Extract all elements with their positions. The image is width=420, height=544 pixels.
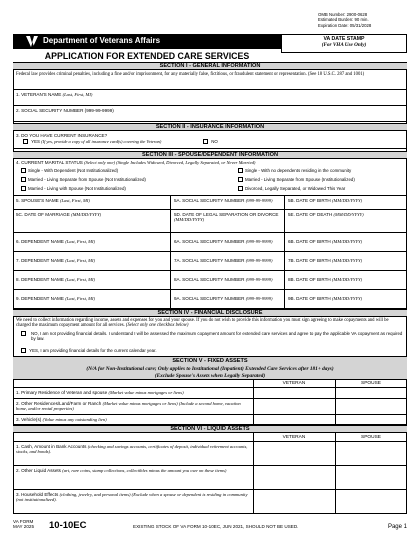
insurance-row — [13, 131, 407, 149]
dependent-dob-hint: (MM/DD/YYYY) — [332, 296, 363, 301]
spouse-dob-hint: (MM/DD/YYYY) — [332, 198, 363, 203]
spouse-ssn-label: 5A. SOCIAL SECURITY NUMBER — [174, 198, 245, 203]
expiration-date: Expiration Date: 05/31/2028 — [318, 22, 372, 28]
status-married-separate-inst-checkbox[interactable] — [238, 177, 243, 182]
veteran-name-field[interactable] — [13, 90, 407, 106]
status-right-1: Married - Living Separate from Spouse (Institutionalized) — [245, 177, 355, 182]
dependent-row — [13, 290, 407, 309]
liquid-spouse-amount[interactable] — [336, 442, 407, 465]
section-5-header — [13, 356, 407, 380]
liquid-spouse-amount[interactable] — [336, 466, 407, 489]
spouse-name-field[interactable] — [13, 196, 171, 209]
dependent-dob-field[interactable] — [285, 252, 407, 270]
va-date-stamp-box — [281, 34, 407, 53]
disclosure-yes-label: YES, I am providing financial details for the current calendar year. — [29, 348, 157, 353]
status-left-2: Married - Living with Spouse (Not Institutionalized) — [28, 186, 126, 191]
dependent-ssn-field[interactable] — [171, 290, 285, 308]
separation-date-hint: (MM/DD/YYYY) — [174, 217, 205, 223]
stamp-subtitle: (For VHA Use Only) — [321, 42, 367, 48]
veteran-ssn-label: 2. SOCIAL SECURITY NUMBER (999-99-9999) — [16, 108, 114, 113]
section-1-header: SECTION I - GENERAL INFORMATION — [13, 62, 407, 70]
liquid-asset-hint: (checking and savings accounts, certificates of deposit, individual retirement accounts, stocks, and bonds). — [16, 444, 248, 455]
dependent-name-label: 6. DEPENDENT NAME — [16, 239, 64, 244]
dependent-ssn-label: 7A. SOCIAL SECURITY NUMBER — [174, 258, 245, 263]
omb-number: OMB Number: 2900-0628 — [318, 12, 368, 17]
fixed-asset-row — [13, 399, 407, 415]
omb-info — [318, 12, 371, 28]
liquid-asset-label: 2. Other Liquid Assets — [16, 468, 61, 473]
liquid-asset-row — [13, 442, 407, 466]
dependent-name-hint: (Last, First, MI) — [65, 258, 96, 263]
fixed-asset-row — [13, 388, 407, 399]
va-logo-icon — [25, 35, 39, 48]
dependent-dob-label: 9B. DATE OF BIRTH — [288, 296, 331, 301]
spouse-dob-label: 5B. DATE OF BIRTH — [288, 198, 331, 203]
disclosure-intro-hint: (Select only one checkbox below) — [125, 323, 189, 329]
insurance-no-label: NO — [211, 139, 218, 144]
status-married-with-spouse-checkbox[interactable] — [21, 186, 26, 191]
fixed-spouse-col: SPOUSE — [361, 381, 381, 386]
spouse-dob-field[interactable] — [285, 196, 407, 209]
dependent-name-label: 7. DEPENDENT NAME — [16, 258, 64, 263]
penalty-warning-row — [13, 70, 407, 90]
spouse-ssn-hint: (999-99-9999) — [245, 198, 273, 203]
liquid-asset-row — [13, 466, 407, 490]
footer-notice: EXISTING STOCK OF VA FORM 10-10EC, JUN 2021, SHOULD NOT BE USED. — [133, 524, 299, 529]
status-left-0: Single - With Dependent (Not Institutionalized) — [28, 168, 119, 173]
death-date-hint: (MM/DD/YYYY) — [333, 212, 364, 217]
liquid-veteran-col: VETERAN — [282, 435, 306, 440]
dependent-dob-hint: (MM/DD/YYYY) — [332, 277, 363, 282]
insurance-yes-label: YES — [31, 139, 40, 144]
form-title: APPLICATION FOR EXTENDED CARE SERVICES — [44, 51, 250, 61]
status-single-dependent-checkbox[interactable] — [21, 168, 26, 173]
dependent-row — [13, 252, 407, 271]
footer-date: MAY 2025 — [13, 524, 35, 530]
section-2-header: SECTION II - INSURANCE INFORMATION — [13, 123, 407, 131]
spouse-name-hint: (Last, First, MI) — [60, 198, 90, 203]
dependent-dob-label: 7B. DATE OF BIRTH — [288, 258, 331, 263]
liquid-asset-label: 3. Household Effects — [16, 492, 59, 497]
fixed-asset-label: 2. Other Residences/Land/Farm or Ranch — [16, 401, 102, 406]
form-footer — [13, 514, 407, 536]
dependent-dob-field[interactable] — [285, 271, 407, 289]
dependent-ssn-label: 9A. SOCIAL SECURITY NUMBER — [174, 296, 245, 301]
status-right-2: Divorced, Legally Separated, or Widowed This Year — [245, 186, 346, 191]
dependent-ssn-field[interactable] — [171, 271, 285, 289]
death-date-field[interactable] — [285, 210, 407, 232]
section-6-header: SECTION VI - LIQUID ASSETS — [13, 425, 407, 433]
fixed-veteran-col: VETERAN — [282, 381, 306, 386]
fixed-spouse-amount[interactable] — [336, 415, 407, 424]
dependent-name-label: 8. DEPENDENT NAME — [16, 277, 64, 282]
agency-name: Department of Veterans Affairs — [43, 36, 161, 45]
fixed-veteran-amount[interactable] — [254, 388, 335, 398]
fixed-asset-label: 3. Vehicle(s) — [16, 417, 42, 422]
status-married-separate-checkbox[interactable] — [21, 177, 26, 182]
liquid-spouse-amount[interactable] — [336, 490, 407, 513]
marital-status-row — [13, 159, 407, 196]
footer-page: Page 1 — [387, 524, 407, 530]
insurance-question: 3. DO YOU HAVE CURRENT INSURANCE? — [16, 133, 108, 138]
fixed-asset-hint: (Market value minus mortgages or liens) — [108, 390, 184, 395]
fixed-asset-hint: (Market value minus mortgages or liens) (Include a second home, vacation home, and/or rental properties) — [16, 401, 241, 412]
dependent-ssn-label: 6A. SOCIAL SECURITY NUMBER — [174, 239, 245, 244]
dependent-name-hint: (Last, First, MI) — [65, 239, 96, 244]
liquid-veteran-amount[interactable] — [254, 466, 335, 489]
dependent-ssn-field[interactable] — [171, 233, 285, 251]
footer-form-id — [13, 519, 34, 530]
section-5-title: SECTION V - FIXED ASSETS — [172, 358, 248, 364]
dependent-ssn-hint: (999-99-9999) — [245, 239, 273, 244]
spouse-row-2 — [13, 210, 407, 233]
liquid-asset-hint: (art, rare coins, stamp collections, collectibles minus the amount you owe on these items) — [62, 468, 227, 473]
dependent-ssn-hint: (999-99-9999) — [245, 296, 273, 301]
disclosure-intro: We need to collect information regarding income, assets and expenses for you and your spouse. If you do not wish to provide this information you must sign agreeing to make copayments and will be charged the maximum copayment amount for all services. — [16, 318, 389, 329]
section-5-sub1: (N/A for Non-Institutional care; Only applies to Institutional (Inpatient) Extended Care Services after 181+ days) — [86, 365, 334, 372]
marriage-date-field[interactable] — [13, 210, 171, 232]
footer-va-form: VA FORM — [13, 519, 34, 524]
dependent-name-field[interactable] — [13, 271, 171, 289]
fixed-asset-label: 1. Primary Residence of Veteran and spouse — [16, 390, 108, 395]
liquid-assets-col-header — [13, 433, 407, 442]
agency-header — [13, 34, 281, 49]
dependent-name-hint: (Last, First, MI) — [65, 296, 96, 301]
dependent-name-label: 9. DEPENDENT NAME — [16, 296, 64, 301]
estimated-burden: Estimated Burden: 90 min. — [318, 17, 369, 23]
dependent-dob-label: 6B. DATE OF BIRTH — [288, 239, 331, 244]
spouse-ssn-field[interactable] — [171, 196, 285, 209]
fixed-veteran-amount[interactable] — [254, 415, 335, 424]
penalty-warning: Federal law provides criminal penalties, including a fine and/or imprisonment, for any materially false, fictitious, or fraudulent statement or representation. (See 18 U.S.C. 287 and 1001) — [16, 72, 365, 77]
disclosure-yes-checkbox[interactable] — [21, 348, 26, 353]
disclosure-no-label: NO, I am not providing financial details. I understand I will be assessed the maximum copayment amount for extended care services and agree to pay the applicable VA copayment as required by law. — [31, 331, 403, 342]
death-date-label: 5E. DATE OF DEATH — [288, 212, 333, 217]
fixed-spouse-amount[interactable] — [336, 399, 407, 414]
dependent-row — [13, 271, 407, 290]
section-3-header: SECTION III - SPOUSE/DEPENDENT INFORMATION — [13, 151, 407, 159]
liquid-veteran-amount[interactable] — [254, 442, 335, 465]
separation-date-label: 5D. DATE OF LEGAL SEPARATION OR DIVORCE — [174, 212, 279, 217]
veteran-ssn-field[interactable] — [13, 106, 407, 122]
marriage-date-label: 5C. DATE OF MARRIAGE — [16, 212, 70, 217]
dependent-name-field[interactable] — [13, 290, 171, 308]
liquid-spouse-col: SPOUSE — [361, 435, 381, 440]
dependent-dob-field[interactable] — [285, 290, 407, 308]
fixed-assets-col-header — [13, 380, 407, 388]
dependent-dob-hint: (MM/DD/YYYY) — [332, 258, 363, 263]
spouse-row-1 — [13, 196, 407, 210]
section-5-sub2: (Exclude Spouse's Assets when Legally Separated) — [154, 373, 266, 379]
separation-date-field[interactable] — [171, 210, 285, 232]
dependent-dob-label: 8B. DATE OF BIRTH — [288, 277, 331, 282]
dependent-name-field[interactable] — [13, 252, 171, 270]
liquid-veteran-amount[interactable] — [254, 490, 335, 513]
liquid-asset-label: 1. Cash, Amount in Bank Accounts — [16, 444, 87, 449]
fixed-veteran-amount[interactable] — [254, 399, 335, 414]
liquid-asset-row — [13, 490, 407, 514]
stamp-title: VA DATE STAMP — [323, 36, 365, 42]
dependent-row — [13, 233, 407, 252]
insurance-yes-hint: (If yes, provide a copy of all insurance card(s) covering the Veteran) — [41, 139, 162, 144]
dependent-name-hint: (Last, First, MI) — [65, 277, 96, 282]
footer-form-number: 10-10EC — [49, 520, 87, 531]
dependent-ssn-field[interactable] — [171, 252, 285, 270]
disclosure-no-checkbox[interactable] — [21, 331, 26, 336]
dependent-ssn-hint: (999-99-9999) — [245, 258, 273, 263]
section-4-header: SECTION IV - FINANCIAL DISCLOSURE — [13, 309, 407, 317]
dependent-ssn-hint: (999-99-9999) — [245, 277, 273, 282]
status-divorced-checkbox[interactable] — [238, 186, 243, 191]
insurance-no-checkbox[interactable] — [203, 139, 208, 144]
insurance-yes-checkbox[interactable] — [23, 139, 28, 144]
liquid-asset-hint: (clothing, jewelry, and personal items) (Exclude when a spouse or dependent is residing in community (not institutionalized). — [16, 492, 248, 503]
marital-status-hint: (Select only one) (Single Includes Widowed, Divorced, Legally Separated, or Never Married) — [84, 160, 256, 165]
fixed-asset-row — [13, 415, 407, 425]
dependent-name-field[interactable] — [13, 233, 171, 251]
fixed-asset-hint: (Value minus any outstanding lien) — [42, 417, 107, 422]
status-left-1: Married - Living Separate from Spouse (Not Institutionalized) — [28, 177, 146, 182]
veteran-name-label: 1. VETERAN'S NAME — [16, 92, 62, 97]
fixed-spouse-amount[interactable] — [336, 388, 407, 398]
dependent-dob-field[interactable] — [285, 233, 407, 251]
veteran-name-hint: (Last, First, MI) — [62, 92, 93, 97]
marriage-date-hint: (MM/DD/YYYY) — [71, 212, 102, 217]
marital-status-label: 4. CURRENT MARITAL STATUS — [16, 160, 83, 165]
spouse-name-label: 5. SPOUSE'S NAME — [16, 198, 59, 203]
status-single-no-dependents-checkbox[interactable] — [238, 168, 243, 173]
dependent-dob-hint: (MM/DD/YYYY) — [332, 239, 363, 244]
status-right-0: Single - With no dependents residing in the community — [245, 168, 352, 173]
dependent-ssn-label: 8A. SOCIAL SECURITY NUMBER — [174, 277, 245, 282]
